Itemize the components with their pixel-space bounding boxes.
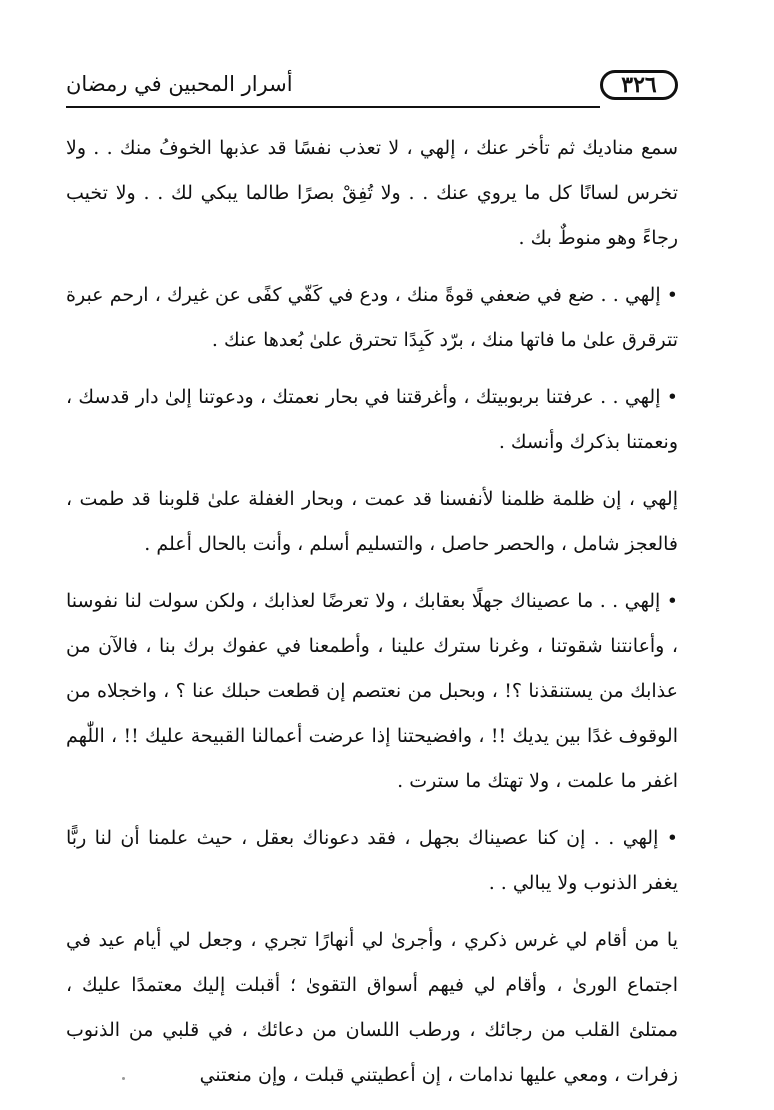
paragraph: • إلهي . . ما عصيناك جهلًا بعقابك ، ولا تعرضًا لعذابك ، ولكن سولت لنا نفوسنا ، وأعانتنا شقوتنا ، وغرنا سترك علينا ، وأطمعنا في عفوك برك بنا ، فالآن من عذابك من يستنقذنا ؟! ، وبحبل من نعتصم إن قطعت حبلك عنا ؟ ، واخجلاه من الوقوف غدًا بين يديك !! ، وافضيحتنا إذا عرضت أعمالنا القبيحة عليك !! ، اللّٰهم اغفر ما علمت ، ولا تهتك ما سترت . [66, 590, 678, 792]
paragraph: سمع مناديك ثم تأخر عنك ، إلهي ، لا تعذب نفسًا قد عذبها الخوفُ منك . . ولا تخرس لسانًا كل ما يروي عنك . . ولا تُفِقْ بصرًا طالما يبكي لك . . ولا تخيب رجاءً وهو منوطٌ بك . [66, 137, 678, 249]
running-title: أسرار المحبين في رمضان [66, 72, 293, 96]
paragraph: • إلهي . . عرفتنا بربوبيتك ، وأغرقتنا في بحار نعمتك ، ودعوتنا إلىٰ دار قدسك ، ونعمتنا بذكرك وأنسك . [66, 386, 678, 453]
paragraph: • إلهي . . ضع في ضعفي قوةً منك ، ودع في كَفّي كفًى عن غيرك ، ارحم عبرة تترقرق علىٰ ما فاتها منك ، برّد كَبِدًا تحترق علىٰ بُعدها عنك . [66, 284, 678, 351]
page-number: ٣٢٦ [621, 72, 657, 98]
page-header [66, 66, 678, 106]
paragraph: • إلهي . . إن كنا عصيناك بجهل ، فقد دعوناك بعقل ، حيث علمنا أن لنا ربًّا يغفر الذنوب ولا يبالي . . [66, 827, 678, 894]
scan-speck [122, 1077, 125, 1080]
paragraph: يا من أقام لي غرس ذكري ، وأجرىٰ لي أنهارًا تجري ، وجعل لي أيام عيد في اجتماع الورىٰ ، وأقام لي فيهم أسواق التقوىٰ ؛ أقبلت إليك معتمدًا عليك ، ممتلئ القلب من رجائك ، ورطب اللسان من دعائك ، في قلبي من الذنوب زفرات ، ومعي عليها ندامات ، إن أعطيتني قبلت ، وإن منعتني [66, 929, 678, 1086]
page-body [66, 126, 678, 1110]
page-number-badge [600, 70, 678, 100]
paragraph: إلهي ، إن ظلمة ظلمنا لأنفسنا قد عمت ، وبحار الغفلة علىٰ قلوبنا قد طمت ، فالعجز شامل ، والحصر حاصل ، والتسليم أسلم ، وأنت بالحال أعلم . [66, 488, 678, 555]
header-rule [66, 106, 600, 108]
